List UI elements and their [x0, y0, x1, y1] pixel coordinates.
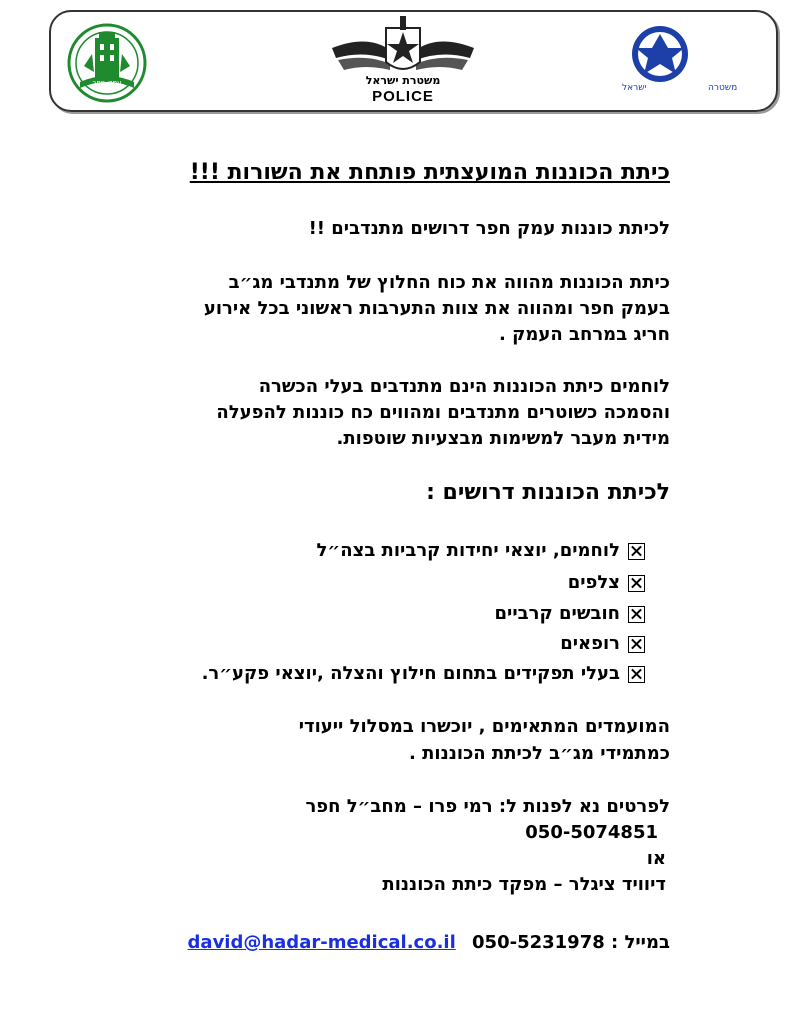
checked-box-icon — [628, 636, 645, 653]
left-logo-caption: עמק חפר — [92, 79, 122, 87]
required-heading: לכיתת הכוננות דרושים : — [426, 480, 670, 505]
document-title: כיתת הכוננות המועצתית פותחת את השורות !!! — [189, 160, 670, 185]
emek-hefer-emblem-logo — [66, 22, 148, 104]
list-item: בעלי תפקידים בתחום חילוץ והצלה ,יוצאי פקע״ר. — [202, 663, 645, 684]
right-logo-right-text: משטרה — [708, 83, 737, 93]
paragraph-2-line-2: והסמכה כשוטרים מתנדבים ומהווים כח כוננות להפעלה — [216, 402, 670, 423]
list-item: לוחמים, יוצאי יחידות קרביות בצה״ל — [317, 540, 645, 561]
police-label: POLICE — [372, 88, 434, 105]
document-subtitle: לכיתת כוננות עמק חפר דרושים מתנדבים !! — [308, 218, 670, 239]
paragraph-2-line-3: מידית מעבר למשימות מבצעיות שוטפות. — [336, 428, 670, 449]
police-wings-logo — [328, 14, 478, 106]
right-logo-left-text: ישראל — [622, 83, 647, 93]
email-label: במייל : — [611, 932, 670, 953]
list-item: רופאים — [560, 633, 645, 654]
contact-footer — [188, 932, 670, 953]
email-link[interactable]: david@hadar-medical.co.il — [187, 932, 456, 953]
paragraph-1-line-3: חריג במרחב העמק . — [499, 324, 670, 345]
paragraph-1-line-2: בעמק חפר ומהווה את צוות התערבות ראשוני בכל אירוע — [203, 298, 670, 319]
israel-police-star-logo — [612, 20, 737, 98]
checked-box-icon — [628, 543, 645, 560]
list-item: חובשים קרביים — [495, 603, 645, 624]
checked-box-icon — [628, 606, 645, 623]
mid-logo-caption: משטרת ישראל — [365, 74, 441, 87]
contact-line-1: לפרטים נא לפנות ל: רמי פרו – מחב״ל חפר — [305, 796, 670, 817]
contact-phone-1: 050-5074851 — [525, 822, 658, 843]
checked-box-icon — [628, 575, 645, 592]
contact-phone-2: 050-5231978 — [472, 932, 605, 953]
paragraph-3-line-2: כמתמידי מג״ב לכיתת הכוננות . — [409, 743, 670, 764]
paragraph-3-line-1: המועמדים המתאימים , יוכשרו במסלול ייעודי — [298, 716, 670, 737]
checked-box-icon — [628, 666, 645, 683]
paragraph-2-line-1: לוחמים כיתת הכוננות הינם מתנדבים בעלי הכשרה — [258, 376, 670, 397]
contact-or: או — [646, 848, 666, 869]
contact-line-2: דיוויד ציגלר – מפקד כיתת הכוננות — [382, 874, 666, 895]
list-item: צלפים — [568, 572, 645, 593]
police-wings-icon — [328, 14, 478, 92]
paragraph-1-line-1: כיתת הכוננות מהווה את כוח החלוץ של מתנדבי מג״ב — [228, 272, 670, 293]
